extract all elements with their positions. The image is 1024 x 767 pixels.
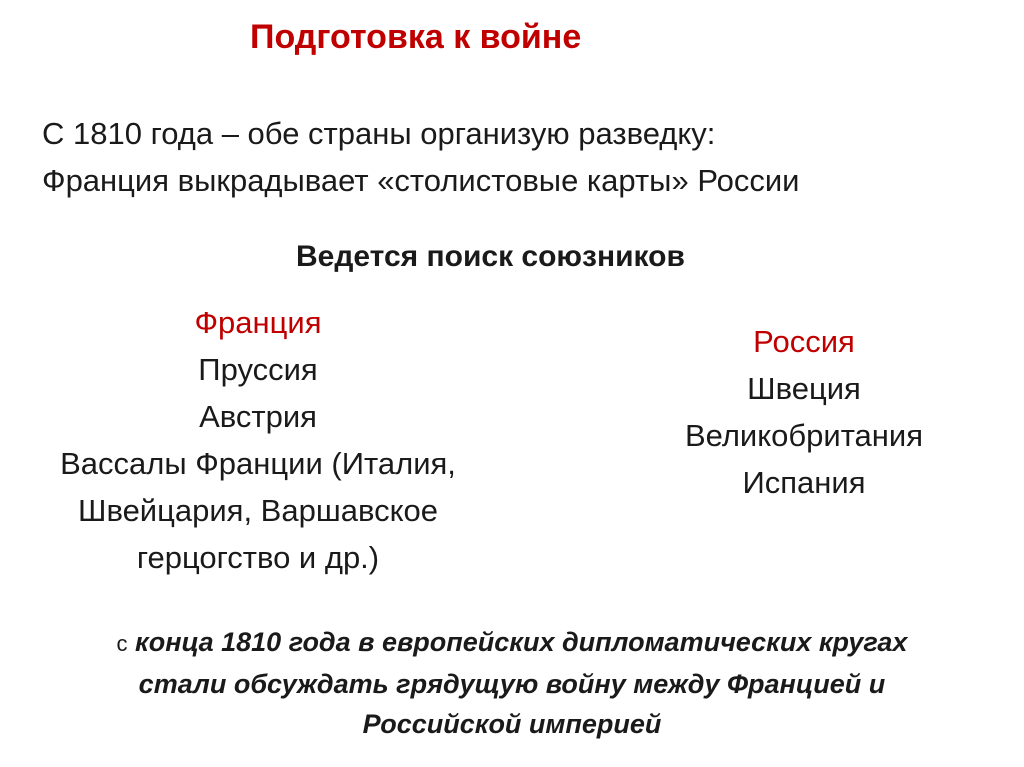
slide-title: Подготовка к войне [250, 18, 582, 56]
footer-line-1-text: конца 1810 года в европейских дипломатических кругах [135, 627, 908, 657]
footer-lead: с [116, 631, 128, 656]
france-allies-column [18, 299, 498, 581]
france-ally-item: герцогство и др.) [136, 540, 380, 575]
france-ally-item: Вассалы Франции (Италия, [60, 446, 456, 481]
footer-line-3: Российской империей [362, 709, 662, 739]
allies-subheading: Ведется поиск союзников [296, 240, 685, 273]
russia-ally-item: Испания [742, 465, 866, 500]
russia-allies-column [636, 318, 972, 506]
intro-text [42, 110, 1002, 204]
intro-line-2: Франция выкрадывает «столистовые карты» России [42, 163, 800, 198]
russia-ally-item: Швеция [747, 371, 861, 406]
footer-line-2: стали обсуждать грядущую войну между Францией и [138, 669, 886, 699]
footer-line-1 [50, 622, 974, 664]
russia-heading: Россия [753, 324, 855, 359]
france-ally-item: Пруссия [198, 352, 318, 387]
footer-note [50, 622, 974, 744]
intro-line-1: С 1810 года – обе страны организую разведку: [42, 116, 716, 151]
france-ally-item: Швейцария, Варшавское [78, 493, 438, 528]
russia-ally-item: Великобритания [684, 418, 924, 453]
france-heading: Франция [194, 305, 322, 340]
france-ally-item: Австрия [199, 399, 317, 434]
